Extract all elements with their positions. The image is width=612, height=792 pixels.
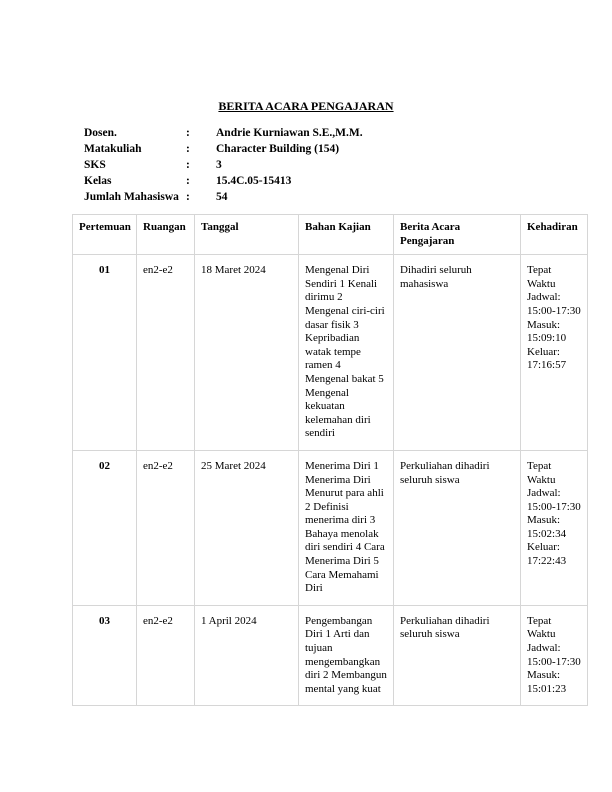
berita-acara-table	[72, 214, 588, 706]
info-separator: :	[186, 159, 190, 171]
cell-bahan-kajian: Mengenal Diri Sendiri 1 Kenali dirimu 2 Mengenal ciri-ciri dasar fisik 3 Kepribadian watak tempe ramen 4 Mengenal bakat 5 Mengenal kekuatan kelemahan diri sendiri	[299, 255, 394, 451]
column-header-berita-acara: Berita Acara Pengajaran	[394, 215, 521, 255]
info-row-matakuliah	[84, 141, 363, 157]
info-value: 3	[216, 159, 222, 171]
column-header-bahan-kajian: Bahan Kajian	[299, 215, 394, 255]
info-value: Andrie Kurniawan S.E.,M.M.	[216, 127, 363, 139]
cell-pertemuan: 02	[73, 450, 137, 605]
cell-ruangan: en2-e2	[137, 450, 195, 605]
cell-bahan-kajian: Pengembangan Diri 1 Arti dan tujuan mengembangkan diri 2 Membangun mental yang kuat	[299, 605, 394, 706]
cell-pertemuan: 03	[73, 605, 137, 706]
cell-tanggal: 18 Maret 2024	[195, 255, 299, 451]
info-label: Matakuliah	[84, 143, 142, 155]
info-row-jumlah-mahasiswa	[84, 189, 363, 205]
cell-tanggal: 1 April 2024	[195, 605, 299, 706]
cell-ruangan: en2-e2	[137, 255, 195, 451]
table-row	[73, 605, 588, 706]
column-header-kehadiran: Kehadiran	[521, 215, 588, 255]
cell-kehadiran: Tepat Waktu Jadwal: 15:00-17:30 Masuk: 15:02:34 Keluar: 17:22:43	[521, 450, 588, 605]
info-row-kelas	[84, 173, 363, 189]
info-label: Jumlah Mahasiswa	[84, 191, 179, 203]
info-label: Dosen.	[84, 127, 117, 139]
column-header-pertemuan: Pertemuan	[73, 215, 137, 255]
info-row-dosen	[84, 125, 363, 141]
column-header-ruangan: Ruangan	[137, 215, 195, 255]
info-label: SKS	[84, 159, 106, 171]
info-value: 54	[216, 191, 228, 203]
cell-ruangan: en2-e2	[137, 605, 195, 706]
info-separator: :	[186, 127, 190, 139]
cell-kehadiran: Tepat Waktu Jadwal: 15:00-17:30 Masuk: 15:09:10 Keluar: 17:16:57	[521, 255, 588, 451]
table-header-row	[73, 215, 588, 255]
info-value: 15.4C.05-15413	[216, 175, 292, 187]
cell-berita-acara: Perkuliahan dihadiri seluruh siswa	[394, 450, 521, 605]
cell-bahan-kajian: Menerima Diri 1 Menerima Diri Menurut para ahli 2 Definisi menerima diri 3 Bahaya menolak diri sendiri 4 Cara Menerima Diri 5 Cara Memahami Diri	[299, 450, 394, 605]
cell-tanggal: 25 Maret 2024	[195, 450, 299, 605]
info-separator: :	[186, 191, 190, 203]
table-row	[73, 255, 588, 451]
info-separator: :	[186, 143, 190, 155]
info-value: Character Building (154)	[216, 143, 340, 155]
cell-pertemuan: 01	[73, 255, 137, 451]
course-info	[84, 125, 363, 205]
info-row-sks	[84, 157, 363, 173]
cell-berita-acara: Perkuliahan dihadiri seluruh siswa	[394, 605, 521, 706]
cell-berita-acara: Dihadiri seluruh mahasiswa	[394, 255, 521, 451]
table-row	[73, 450, 588, 605]
info-separator: :	[186, 175, 190, 187]
cell-kehadiran: Tepat Waktu Jadwal: 15:00-17:30 Masuk: 15:01:23	[521, 605, 588, 706]
document-title: BERITA ACARA PENGAJARAN	[218, 99, 394, 113]
column-header-tanggal: Tanggal	[195, 215, 299, 255]
info-label: Kelas	[84, 175, 112, 187]
